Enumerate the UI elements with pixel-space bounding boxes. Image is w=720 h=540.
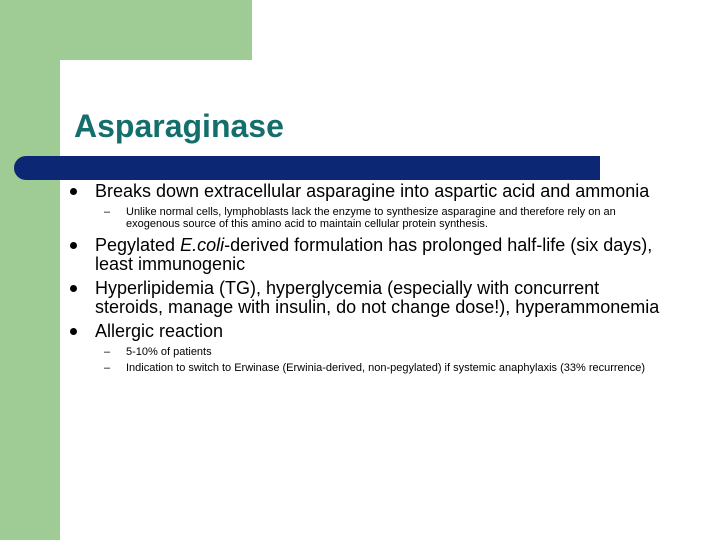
bullet-dot-icon <box>70 242 77 249</box>
bullet-4 <box>70 322 670 341</box>
sub-bullet-4-1 <box>70 346 670 358</box>
bullet-2-text-after: -derived formulation has prolonged half-life (six days), least immunogenic <box>95 235 653 274</box>
dash-marker-icon: – <box>104 206 111 218</box>
bullet-1 <box>70 182 670 201</box>
sub-bullet-4-1-text: 5-10% of patients <box>126 346 212 358</box>
sub-bullet-1-1-text: Unlike normal cells, lymphoblasts lack the enzyme to synthesize asparagine and therefore rely on an exogenous source of this amino acid to maintain cellular protein synthesis. <box>126 206 616 230</box>
bullet-2-text-before: Pegylated <box>95 235 181 255</box>
corner-curve <box>60 60 100 100</box>
sub-bullet-1-1 <box>70 206 670 230</box>
side-band <box>0 0 60 540</box>
sub-bullet-4-2-text: Indication to switch to Erwinase (Erwinia-derived, non-pegylated) if systemic anaphylaxis (33% recurrence) <box>126 362 646 374</box>
bullet-2 <box>70 236 670 274</box>
bullet-2-text-italic: E.coli <box>180 235 225 255</box>
bullet-dot-icon <box>70 188 77 195</box>
bullet-1-text: Breaks down extracellular asparagine into aspartic acid and ammonia <box>95 181 650 201</box>
bullet-dot-icon <box>70 328 77 335</box>
dash-marker-icon: – <box>104 362 111 374</box>
bullet-dot-icon <box>70 285 77 292</box>
dash-marker-icon: – <box>104 346 111 358</box>
bullet-3-text: Hyperlipidemia (TG), hyperglycemia (especially with concurrent steroids, manage with insulin, do not change dose!), hyperammonemia <box>95 278 660 317</box>
slide-content <box>70 182 670 378</box>
title-underline-bar <box>14 156 600 180</box>
sub-bullet-4-2 <box>70 362 670 374</box>
top-band <box>0 0 252 60</box>
bullet-3 <box>70 279 670 317</box>
bullet-4-text: Allergic reaction <box>95 321 224 341</box>
slide-title: Asparaginase <box>74 108 284 144</box>
